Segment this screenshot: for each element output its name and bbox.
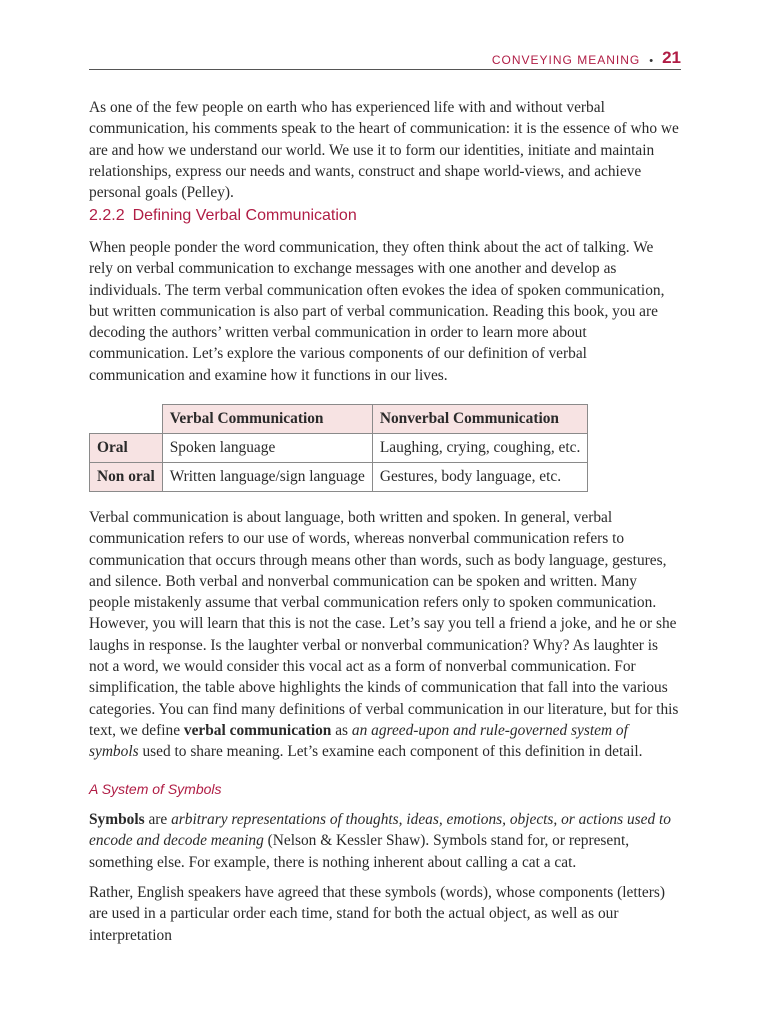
paragraph-end-text: (Nelson & Kessler Shaw). Symbols stand for, or represent, something else. For example, there is nothing inherent about calling a cat a cat.	[89, 832, 630, 871]
row-header-oral: Oral	[90, 434, 163, 463]
section-title: Defining Verbal Communication	[132, 207, 357, 224]
table-cell: Laughing, crying, coughing, etc.	[372, 434, 587, 463]
paragraph-verbal-vs-nonverbal	[89, 507, 681, 763]
communication-table	[89, 404, 588, 492]
term-verbal-communication: verbal communication	[183, 721, 332, 739]
table-row	[90, 463, 588, 492]
section-heading	[89, 207, 357, 225]
table-row	[90, 434, 588, 463]
subsection-heading: A System of Symbols	[89, 781, 222, 797]
table-cell: Written language/sign language	[162, 463, 372, 492]
bullet-separator: •	[649, 55, 654, 67]
table-corner-cell	[90, 405, 163, 434]
row-header-non-oral: Non oral	[90, 463, 163, 492]
definition-text: an agreed-upon and rule-governed system of symbols	[89, 721, 628, 761]
term-symbols: Symbols	[89, 811, 145, 828]
table-cell: Spoken language	[162, 434, 372, 463]
paragraph-end-text: used to share meaning. Let’s examine each component of this definition in detail.	[138, 743, 643, 761]
paragraph-text: Verbal communication is about language, both written and spoken. In general, verbal communication refers to our use of words, whereas nonverbal communication refers to communication that occurs through means other than words, such as body language, gestures, and silence. Both verbal and nonverbal communication can be spoken and written. Many people mistakenly assume that verbal communication refers only to spoken communication. However, you will learn that this is not the case. Let’s say you tell a friend a joke, and he or she laughs in response. Is the laughter verbal or nonverbal communication? Why? As laughter is not a word, we would consider this vocal act as a form of nonverbal communication. For simplification, the table above highlights the kinds of communication that fall into the various categories. You can find many definitions of verbal communication in our literature, but for this text, we define	[89, 509, 679, 739]
page-number: 21	[662, 48, 681, 67]
definition-text: arbitrary representations of thoughts, ideas, emotions, objects, or actions used to encode and decode meaning	[89, 811, 671, 850]
paragraph-intro: As one of the few people on earth who has experienced life with and without verbal communication, his comments speak to the heart of communication: it is the essence of who we are and how we understand our world. We use it to form our identities, initiate and maintain relationships, express our needs and wants, construct and shape world-views, and achieve personal goals (Pelley).	[89, 99, 679, 202]
running-head	[89, 48, 681, 70]
column-header-nonverbal: Nonverbal Communication	[372, 405, 587, 434]
table-header-row	[90, 405, 588, 434]
connector-text: are	[144, 811, 172, 828]
paragraph-definition-intro: When people ponder the word communication, they often think about the act of talking. We rely on verbal communication to exchange messages with one another and develop as individuals. The term verbal communication often evokes the idea of spoken communication, but written communication is also part of verbal communication. Reading this book, you are decoding the authors’ written verbal communication in order to learn more about communication. Let’s explore the various components of our definition of verbal communication and examine how it functions in our lives.	[89, 239, 665, 384]
paragraph-symbols	[89, 809, 681, 873]
running-head-title: CONVEYING MEANING	[491, 53, 641, 67]
paragraph-english-speakers: Rather, English speakers have agreed that these symbols (words), whose components (letters) are used in a particular order each time, stand for both the actual object, as well as our interpretation	[89, 884, 665, 944]
table-cell: Gestures, body language, etc.	[372, 463, 587, 492]
section-number: 2.2.2	[89, 207, 125, 224]
connector-text: as	[331, 721, 352, 739]
column-header-verbal: Verbal Communication	[162, 405, 372, 434]
